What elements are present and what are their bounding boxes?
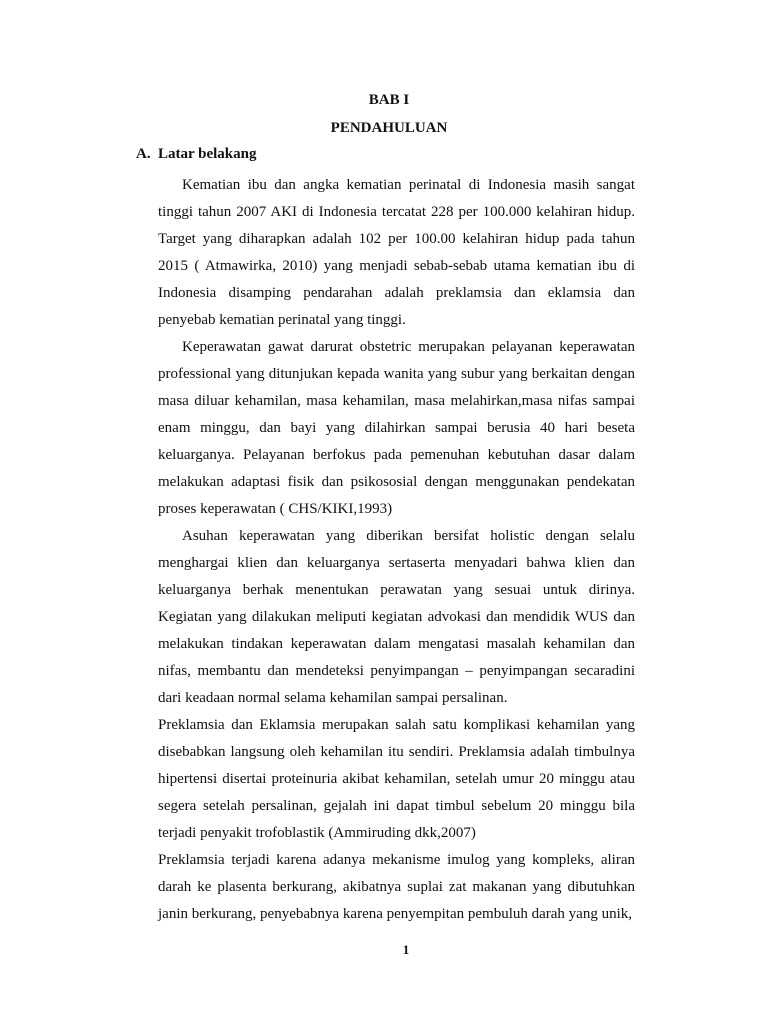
paragraph-4: Preklamsia dan Eklamsia merupakan salah satu komplikasi kehamilan yang disebabkan langsung oleh kehamilan itu sendiri. Preklamsia adalah timbulnya hipertensi disertai proteinuria akibat kehamilan, setelah umur 20 minggu atau segera setelah persalinan, gejalah ini dapat timbul sebelum 20 minggu bila terjadi penyakit trofoblastik (Ammiruding dkk,2007) [158, 717, 635, 841]
chapter-number: BAB I [368, 92, 410, 108]
page-number: 1 [402, 942, 410, 957]
paragraph-3: Asuhan keperawatan yang diberikan bersifat holistic dengan selalu menghargai klien dan keluarganya sertaserta menyadari bahwa klien dan keluarganya berhak menentukan perawatan yang sesuai untuk dirinya. Kegiatan yang dilakukan meliputi kegiatan advokasi dan mendidik WUS dan melakukan tindakan keperawatan dalam mengatasi masalah kehamilan dan nifas, membantu dan mendeteksi penyimpangan – penyimpangan secaradini dari keadaan normal selama kehamilan sampai persalinan. [158, 528, 635, 706]
body-text [158, 172, 635, 928]
paragraph-1: Kematian ibu dan angka kematian perinatal di Indonesia masih sangat tinggi tahun 2007 AKI di Indonesia tercatat 228 per 100.000 kelahiran hidup. Target yang diharapkan adalah 102 per 100.00 kelahiran hidup pada tahun 2015 ( Atmawirka, 2010) yang menjadi sebab-sebab utama kematian ibu di Indonesia disamping pendarahan adalah preklamsia dan eklamsia dan penyebab kematian perinatal yang tinggi. [158, 177, 635, 328]
section-title: Latar belakang [158, 146, 257, 162]
paragraph-2: Keperawatan gawat darurat obstetric merupakan pelayanan keperawatan professional yang ditunjukan kepada wanita yang subur yang berkaitan dengan masa diluar kehamilan, masa kehamilan, masa melahirkan,masa nifas sampai enam minggu, dan bayi yang dilahirkan sampai berusia 40 hari beseta keluarganya. Pelayanan berfokus pada pemenuhan kebutuhan dasar dalam melakukan adaptasi fisik dan psikososial dengan menggunakan pendekatan proses keperawatan ( CHS/KIKI,1993) [158, 339, 635, 517]
section-heading [136, 146, 257, 163]
paragraph-5: Preklamsia terjadi karena adanya mekanisme imulog yang kompleks, aliran darah ke plasenta berkurang, akibatnya suplai zat makanan yang dibutuhkan janin berkurang, penyebabnya karena penyempitan pembuluh darah yang unik, [158, 852, 635, 922]
chapter-title: PENDAHULUAN [330, 120, 448, 136]
section-letter: A. [136, 146, 151, 162]
